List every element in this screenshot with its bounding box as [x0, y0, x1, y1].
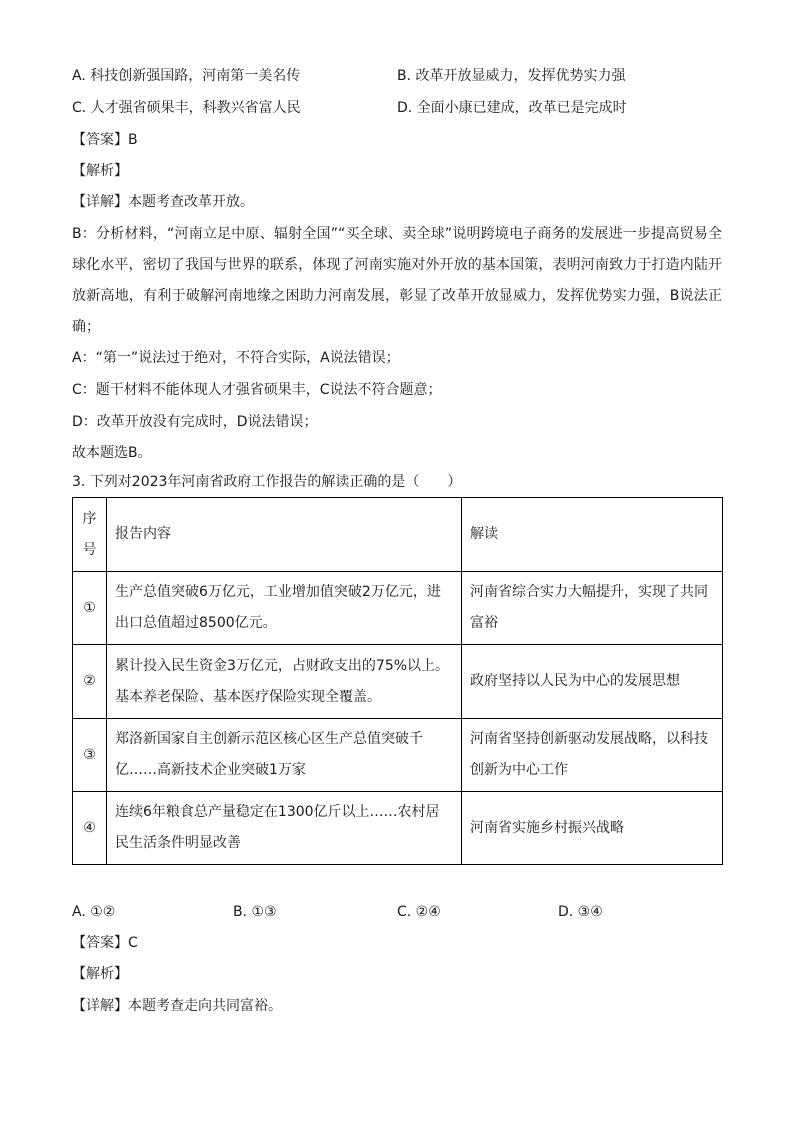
q2-detail: 【详解】本题考查改革开放。: [72, 194, 254, 210]
q2-answer-label: 【答案】: [72, 132, 128, 148]
q3-option-b: B. ①③: [233, 904, 277, 920]
row-content: 郑洛新国家自主创新示范区核心区生产总值突破千亿……高新技术企业突破1万家: [107, 719, 462, 792]
q3-detail: 【详解】本题考查走向共同富裕。: [72, 998, 282, 1014]
header-content: 报告内容: [107, 498, 462, 572]
q3-answer: [72, 933, 138, 953]
q2-explanation-a: A：“第一”说法过于绝对，不符合实际，A说法错误；: [72, 350, 400, 366]
q3-table: [72, 497, 723, 865]
q3-stem: 3. 下列对2023年河南省政府工作报告的解读正确的是（ ）: [72, 474, 462, 490]
q2-explanation-b: B：分析材料，“河南立足中原、辐射全国”“买全球、卖全球”说明跨境电子商务的发展进一步提高贸易全球化水平，密切了我国与世界的联系，体现了河南实施对外开放的基本国策，表明河南致力于打造内陆开放新高地，有利于破解河南地缘之困助力河南发展，彰显了改革开放显威力，发挥优势实力强，B说法正确；: [72, 226, 722, 335]
q2-option-a: A. 科技创新强国路，河南第一美名传: [72, 68, 301, 84]
q3-analysis-label: 【解析】: [72, 966, 128, 982]
row-reading: 河南省坚持创新驱动发展战略，以科技创新为中心工作: [462, 719, 723, 792]
q2-option-b: B. 改革开放显威力，发挥优势实力强: [397, 68, 626, 84]
q2-conclusion: 故本题选B。: [72, 445, 152, 461]
header-num-line1: 序: [82, 510, 97, 527]
q3-answer-label: 【答案】: [72, 935, 128, 951]
table-header-row: [73, 498, 723, 572]
header-reading: 解读: [462, 498, 723, 572]
q2-explanation-c: C：题干材料不能体现人才强省硕果丰，C说法不符合题意；: [72, 382, 442, 398]
table-row: [73, 645, 723, 719]
row-reading: 政府坚持以人民为中心的发展思想: [462, 645, 723, 719]
q2-answer-value: B: [128, 132, 138, 148]
q3-option-a: A. ①②: [72, 904, 116, 920]
row-content: 生产总值突破6万亿元，工业增加值突破2万亿元，进出口总值超过8500亿元。: [107, 572, 462, 645]
row-reading: 河南省综合实力大幅提升，实现了共同富裕: [462, 572, 723, 645]
row-content: 累计投入民生资金3万亿元，占财政支出的75%以上。基本养老保险、基本医疗保险实现全覆盖。: [107, 645, 462, 719]
q2-analysis-label: 【解析】: [72, 163, 128, 179]
row-num: ④: [73, 792, 107, 865]
row-num: ②: [73, 645, 107, 719]
header-num-line2: 号: [82, 541, 97, 558]
q3-option-d: D. ③④: [558, 904, 603, 920]
row-num: ③: [73, 719, 107, 792]
row-num: ①: [73, 572, 107, 645]
table-row: [73, 719, 723, 792]
row-content: 连续6年粮食总产量稳定在1300亿斤以上……农村居民生活条件明显改善: [107, 792, 462, 865]
q2-answer: [72, 130, 138, 150]
table-row: [73, 792, 723, 865]
q2-explanation-d: D：改革开放没有完成时，D说法错误；: [72, 414, 318, 430]
q3-option-c: C. ②④: [397, 904, 441, 920]
header-num: [73, 498, 107, 572]
q2-option-c: C. 人才强省硕果丰，科教兴省富人民: [72, 100, 301, 116]
q2-option-d: D. 全面小康已建成，改革已是完成时: [397, 100, 627, 116]
table-row: [73, 572, 723, 645]
row-reading: 河南省实施乡村振兴战略: [462, 792, 723, 865]
q3-answer-value: C: [128, 935, 138, 951]
